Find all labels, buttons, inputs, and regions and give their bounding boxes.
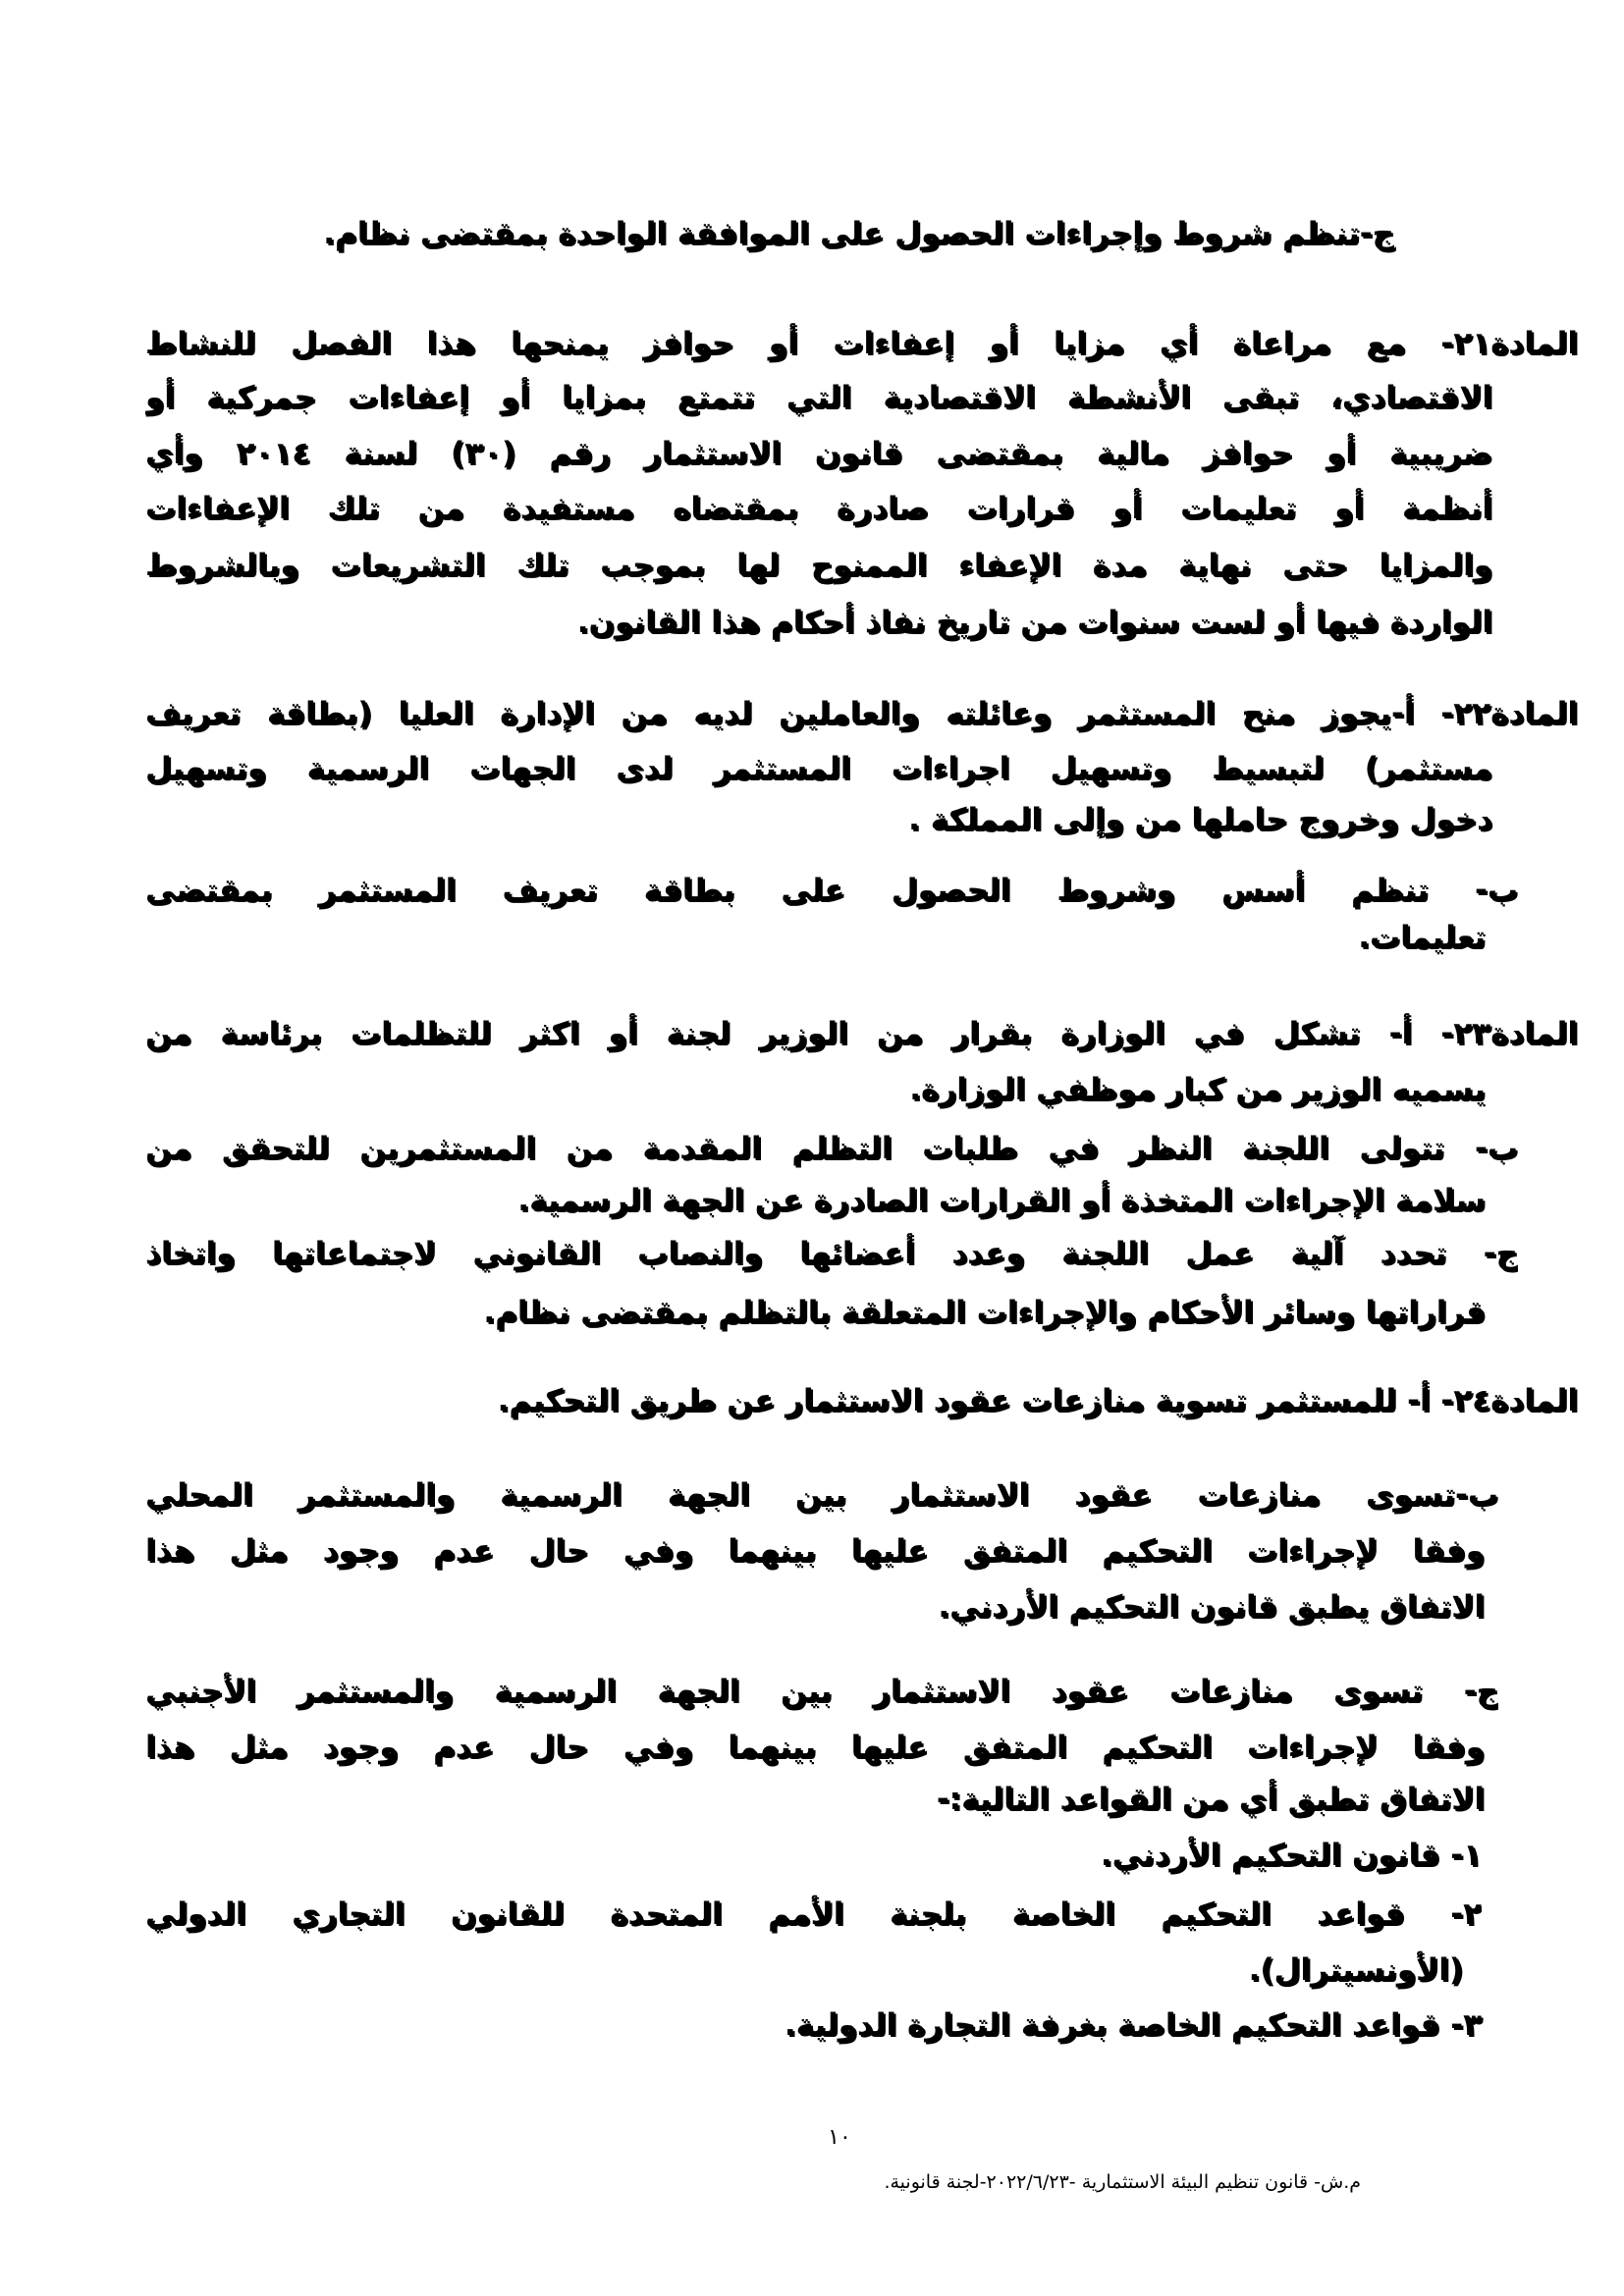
- text-line: ضريبية أو حوافز مالية بمقتضى قانون الاستثمار رقم (٣٠) لسنة ٢٠١٤ وأي: [145, 436, 1492, 471]
- text-line: المادة٢٣- أ- تشكل في الوزارة بقرار من الوزير لجنة أو اكثر للتظلمات برئاسة من: [145, 1016, 1578, 1051]
- list-item: ٣- قواعد التحكيم الخاصة بغرفة التجارة الدولية.: [784, 2007, 1482, 2043]
- page-footer: م.ش- قانون تنظيم البيئة الاستثمارية -٢٠٢٢/٦/٢٣-لجنة قانونية.: [884, 2171, 1361, 2193]
- text-line: وفقا لإجراءات التحكيم المتفق عليها بينهما وفي حال عدم وجود مثل هذا: [145, 1730, 1485, 1765]
- text-line: سلامة الإجراءات المتخذة أو القرارات الصادرة عن الجهة الرسمية.: [517, 1183, 1486, 1218]
- text-line: ج- تسوى منازعات عقود الاستثمار بين الجهة الرسمية والمستثمر الأجنبي: [145, 1674, 1498, 1709]
- text-line: المادة٢٢- أ-يجوز منح المستثمر وعائلته والعاملين لديه من الإدارة العليا (بطاقة تعريف: [145, 696, 1578, 731]
- section-c-title: ج-تنظم شروط وإجراءات الحصول على الموافقة الواحدة بمقتضى نظام.: [323, 216, 1394, 251]
- text-line: والمزايا حتى نهاية مدة الإعفاء الممنوح لها بموجب تلك التشريعات وبالشروط: [145, 548, 1492, 583]
- text-line: وفقا لإجراءات التحكيم المتفق عليها بينهما وفي حال عدم وجود مثل هذا: [145, 1533, 1485, 1569]
- text-line: المادة٢٤- أ- للمستثمر تسوية منازعات عقود الاستثمار عن طريق التحكيم.: [497, 1383, 1578, 1418]
- list-item: ١- قانون التحكيم الأردني.: [1100, 1838, 1482, 1873]
- text-line: (الأونسيترال).: [1248, 1952, 1463, 1988]
- list-item: ٢- قواعد التحكيم الخاصة بلجنة الأمم المتحدة للقانون التجاري الدولي: [145, 1896, 1482, 1932]
- text-line: الواردة فيها أو لست سنوات من تاريخ نفاذ أحكام هذا القانون.: [576, 605, 1492, 640]
- text-line: دخول وخروج حاملها من وإلى المملكة .: [908, 802, 1492, 837]
- text-line: تعليمات.: [1358, 920, 1486, 955]
- text-line: الاتفاق يطبق قانون التحكيم الأردني.: [938, 1589, 1485, 1625]
- text-line: أنظمة أو تعليمات أو قرارات صادرة بمقتضاه مستفيدة من تلك الإعفاءات: [145, 491, 1492, 526]
- text-line: المادة٢١- مع مراعاة أي مزايا أو إعفاءات أو حوافز يمنحها هذا الفصل للنشاط: [145, 326, 1578, 361]
- text-line: ب- تتولى اللجنة النظر في طلبات التظلم المقدمة من المستثمرين للتحقق من: [145, 1131, 1518, 1166]
- text-line: ب- تنظم أسس وشروط الحصول على بطاقة تعريف المستثمر بمقتضى: [145, 873, 1518, 908]
- text-line: الاتفاق تطبق أي من القواعد التالية:-: [936, 1782, 1485, 1817]
- text-line: قراراتها وسائر الأحكام والإجراءات المتعلقة بالتظلم بمقتضى نظام.: [483, 1295, 1486, 1330]
- text-line: ج- تحدد آلية عمل اللجنة وعدد أعضائها والنصاب القانوني لاجتماعاتها واتخاذ: [145, 1236, 1518, 1271]
- text-line: ب-تسوى منازعات عقود الاستثمار بين الجهة الرسمية والمستثمر المحلي: [145, 1477, 1498, 1513]
- page-number: ١٠: [828, 2125, 851, 2150]
- text-line: يسميه الوزير من كبار موظفي الوزارة.: [909, 1072, 1486, 1107]
- text-line: مستثمر) لتبسيط وتسهيل اجراءات المستثمر لدى الجهات الرسمية وتسهيل: [145, 751, 1492, 786]
- text-line: الاقتصادي، تبقى الأنشطة الاقتصادية التي تتمتع بمزايا أو إعفاءات جمركية أو: [145, 380, 1492, 415]
